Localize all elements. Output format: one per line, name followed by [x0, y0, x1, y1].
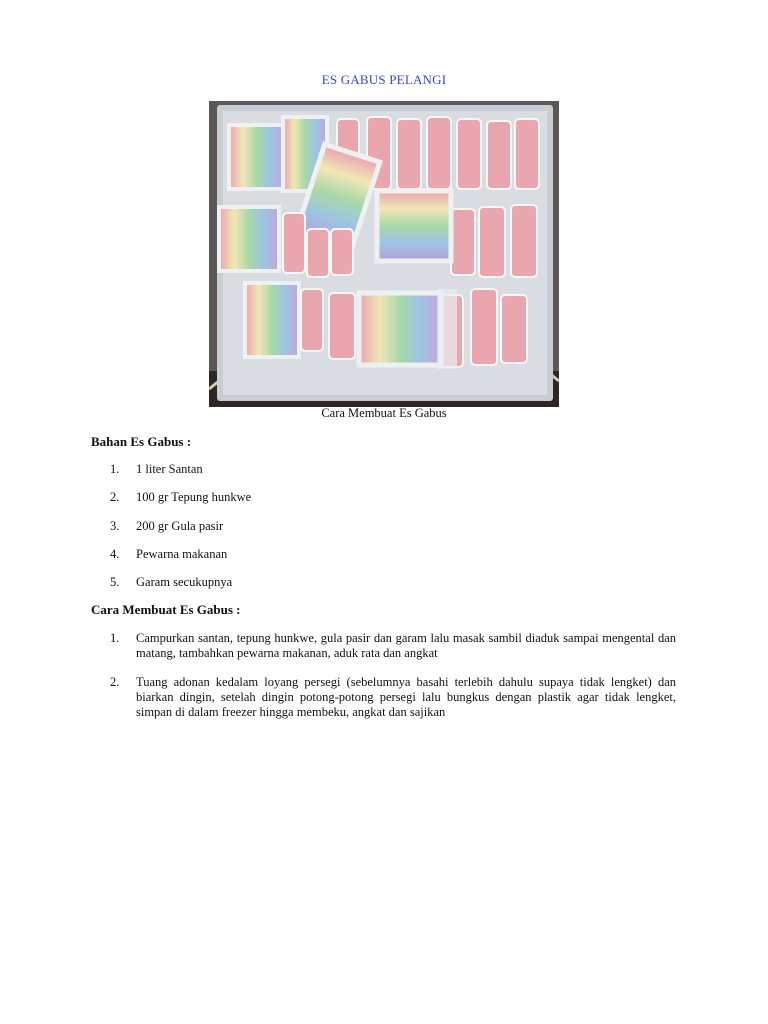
- list-item: [110, 547, 251, 575]
- ingredient-text: Garam secukupnya: [136, 575, 233, 590]
- document-title: ES GABUS PELANGI: [321, 72, 447, 87]
- photo-illustration: [209, 101, 559, 407]
- ingredients-heading: Bahan Es Gabus :: [91, 434, 192, 449]
- ingredient-text: 200 gr Gula pasir: [136, 518, 224, 533]
- list-item: [110, 575, 251, 603]
- list-number: 1.: [110, 631, 120, 645]
- list-number: 3.: [110, 518, 120, 533]
- list-number: 2.: [110, 675, 120, 689]
- steps-heading: Cara Membuat Es Gabus :: [91, 602, 241, 617]
- ingredient-text: 1 liter Santan: [136, 462, 203, 476]
- list-item: [110, 631, 676, 661]
- list-item: [110, 462, 251, 490]
- step-text: Campurkan santan, tepung hunkwe, gula pasir dan garam lalu masak sambil diaduk sampai mengental dan matang, tambahkan pewarna makanan, aduk rata dan angkat: [136, 631, 676, 660]
- ingredient-text: Pewarna makanan: [136, 546, 228, 561]
- list-number: 1.: [110, 462, 120, 476]
- list-number: 4.: [110, 546, 120, 561]
- step-text: Tuang adonan kedalam loyang persegi (sebelumnya basahi terlebih dahulu supaya tidak lengket) dan biarkan dingin, setelah dingin potong-potong persegi lalu bungkus dengan plastik agar tidak lengket, simpan di dalam freezer hingga membeku, angkat dan sajikan: [136, 675, 676, 719]
- image-caption: Cara Membuat Es Gabus: [321, 406, 447, 420]
- list-number: 5.: [110, 575, 120, 590]
- es-gabus-photo: [209, 101, 559, 407]
- list-item: [110, 490, 251, 518]
- list-number: 2.: [110, 490, 120, 505]
- steps-list: [110, 631, 676, 734]
- ingredient-text: 100 gr Tepung hunkwe: [136, 490, 252, 505]
- list-item: [110, 519, 251, 547]
- ingredients-list: [110, 462, 251, 603]
- list-item: [110, 675, 676, 720]
